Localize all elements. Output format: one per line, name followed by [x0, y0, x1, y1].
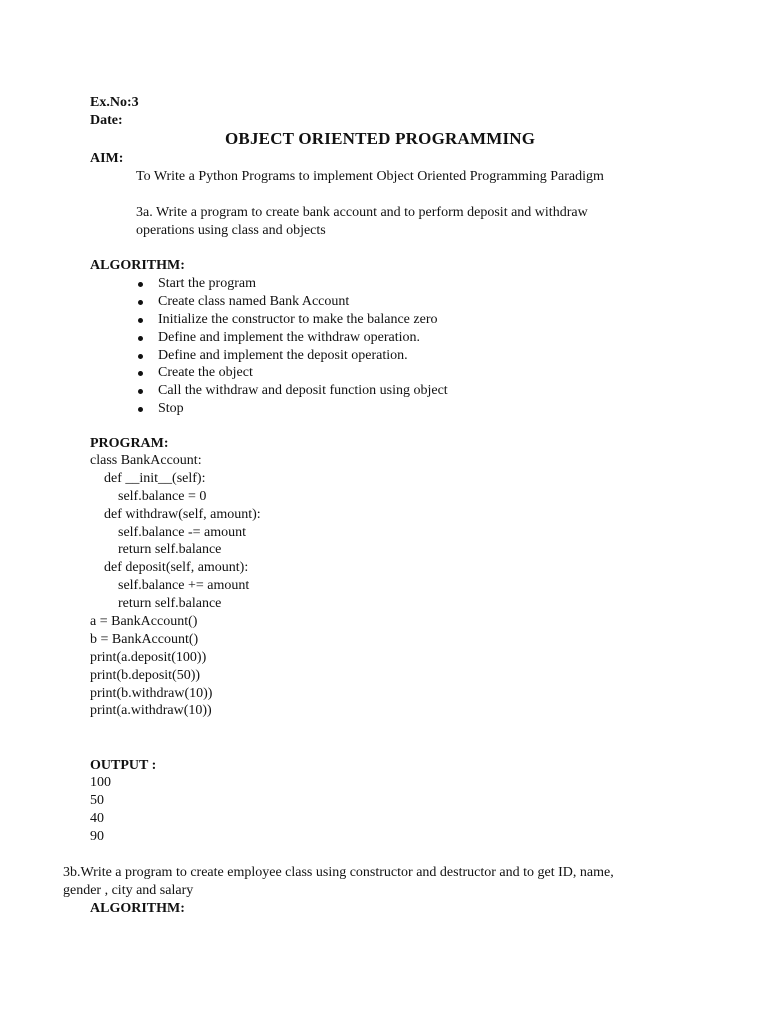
aim-heading: AIM:	[90, 151, 124, 166]
output-heading: OUTPUT :	[90, 758, 157, 773]
code-line: print(b.deposit(50))	[90, 667, 201, 683]
output-value: 50	[90, 792, 104, 808]
program-heading: PROGRAM:	[90, 436, 169, 451]
algorithm-steps	[136, 275, 448, 418]
bullet-icon	[138, 371, 143, 376]
code-line: b = BankAccount()	[90, 631, 199, 647]
output-value: 40	[90, 810, 104, 826]
task-3a-line2: operations using class and objects	[136, 223, 326, 238]
bullet-icon	[138, 318, 143, 323]
algorithm-heading: ALGORITHM:	[90, 258, 185, 273]
list-item: Start the program	[136, 275, 448, 293]
code-line: print(a.deposit(100))	[90, 649, 207, 665]
code-line: print(b.withdraw(10))	[90, 685, 213, 701]
code-line: def deposit(self, amount):	[90, 560, 249, 576]
code-line: class BankAccount:	[90, 453, 202, 468]
task-3b-algorithm-heading: ALGORITHM:	[90, 901, 185, 916]
task-3a-line1: 3a. Write a program to create bank account and to perform deposit and withdraw	[136, 205, 588, 220]
code-line: self.balance -= amount	[90, 524, 247, 540]
task-3b-line2: gender , city and salary	[63, 883, 194, 898]
page-title: OBJECT ORIENTED PROGRAMMING	[225, 129, 536, 148]
output-values	[90, 774, 111, 846]
bullet-icon	[138, 336, 143, 341]
program-code	[90, 452, 261, 720]
output-value: 100	[90, 775, 111, 790]
aim-text: To Write a Python Programs to implement Object Oriented Programming Paradigm	[136, 169, 604, 184]
bullet-icon	[138, 282, 143, 287]
exercise-number: Ex.No:3	[90, 95, 139, 110]
bullet-icon	[138, 354, 143, 359]
code-line: def withdraw(self, amount):	[90, 506, 261, 522]
code-line: return self.balance	[90, 596, 222, 612]
code-line: self.balance += amount	[90, 578, 250, 594]
list-item: Define and implement the deposit operation.	[136, 347, 448, 365]
code-line: def __init__(self):	[90, 470, 206, 486]
list-item: Initialize the constructor to make the balance zero	[136, 311, 448, 329]
output-value: 90	[90, 828, 104, 844]
bullet-icon	[138, 407, 143, 412]
code-line: a = BankAccount()	[90, 614, 198, 630]
bullet-icon	[138, 300, 143, 305]
bullet-icon	[138, 389, 143, 394]
list-item: Create the object	[136, 364, 448, 382]
code-line: print(a.withdraw(10))	[90, 703, 212, 719]
task-3b-line1: 3b.Write a program to create employee class using constructor and destructor and to get ID, name,	[63, 865, 614, 880]
list-item: Define and implement the withdraw operation.	[136, 329, 448, 347]
list-item: Stop	[136, 400, 448, 418]
list-item: Create class named Bank Account	[136, 293, 448, 311]
date-label: Date:	[90, 113, 123, 128]
list-item: Call the withdraw and deposit function using object	[136, 382, 448, 400]
code-line: self.balance = 0	[90, 488, 207, 504]
code-line: return self.balance	[90, 542, 222, 558]
